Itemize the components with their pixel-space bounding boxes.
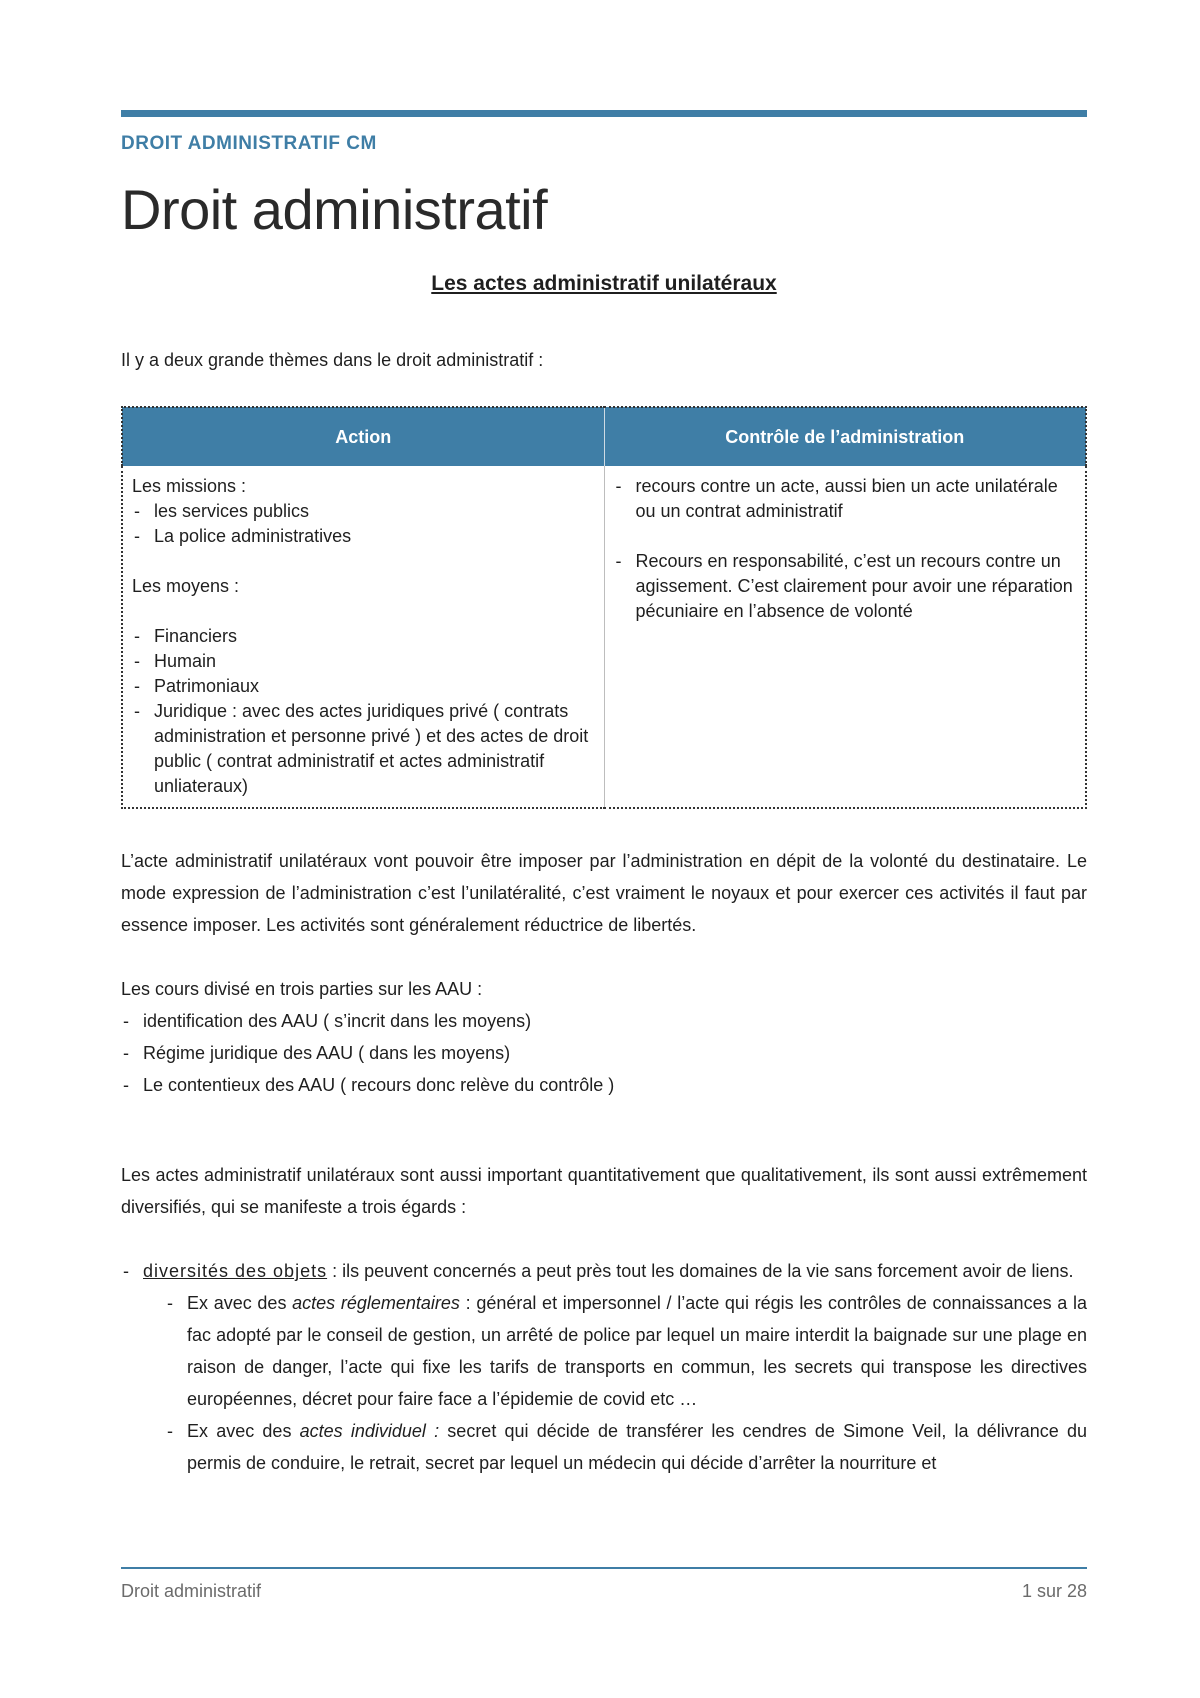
- example-term: actes individuel :: [299, 1421, 440, 1441]
- header-rule: [121, 110, 1087, 117]
- diversity-text: : ils peuvent concernés a peut près tout les domaines de la vie sans forcement avoir de liens.: [327, 1261, 1074, 1281]
- section-title: Les actes administratif unilatéraux: [431, 272, 777, 295]
- parts-list: [121, 1005, 1087, 1101]
- list-item: - Régime juridique des AAU ( dans les moyens): [121, 1037, 1087, 1069]
- example-prefix: Ex avec des: [187, 1293, 293, 1313]
- diversity-sub-list: [143, 1287, 1087, 1479]
- footer-rule: [121, 1567, 1087, 1569]
- intro-paragraph: Il y a deux grande thèmes dans le droit administratif :: [121, 350, 544, 370]
- themes-table: [121, 406, 1087, 809]
- page-footer: [121, 1567, 1087, 1602]
- moyens-list: [132, 624, 596, 799]
- list-item: - Patrimoniaux: [132, 674, 596, 699]
- paragraph-aau-definition: L’acte administratif unilatéraux vont pouvoir être imposer par l’administration en dépit de la volonté du destinataire. Le mode expression de l’administration c’est l’unilatéralité, c’est vraiment le noyaux et pour exercer ces activités il faut par essence imposer. Les activités sont généralement réductrice de libertés.: [121, 851, 1087, 935]
- footer-title: Droit administratif: [121, 1581, 262, 1601]
- list-item: - Financiers: [132, 624, 596, 649]
- list-item: [121, 1255, 1087, 1479]
- missions-list: [132, 499, 596, 549]
- paragraph-diversity: Les actes administratif unilatéraux sont aussi important quantitativement que qualitativement, ils sont aussi extrêmement diversifiés, qui se manifeste a trois égards :: [121, 1165, 1087, 1217]
- list-item: - identification des AAU ( s’incrit dans les moyens): [121, 1005, 1087, 1037]
- list-item: - Le contentieux des AAU ( recours donc relève du contrôle ): [121, 1069, 1087, 1101]
- list-item: - les services publics: [132, 499, 596, 524]
- example-text: : général et impersonnel / l’acte qui régis les contrôles de connaissances a la fac adopté par le conseil de gestion, un arrêté de police par lequel un maire interdit la baignade sur une plage en raison de danger, l’acte qui fixe les tarifs de transports en commun, les secrets qui transpose les directives européennes, décret pour faire face a l’épidemie de covid etc …: [187, 1293, 1087, 1409]
- example-term: actes réglementaires: [292, 1293, 460, 1313]
- list-item: [143, 1415, 1087, 1479]
- missions-label: Les missions :: [132, 476, 247, 496]
- table-header-controle: Contrôle de l’administration: [604, 407, 1086, 466]
- table-cell-action: [122, 466, 604, 808]
- moyens-label: Les moyens :: [132, 576, 240, 596]
- diversity-term: diversités des objets: [143, 1261, 328, 1281]
- list-item: - Humain: [132, 649, 596, 674]
- parts-intro: Les cours divisé en trois parties sur les AAU :: [121, 979, 483, 999]
- controle-list: [614, 474, 1078, 524]
- document-kicker: DROIT ADMINISTRATIF CM: [121, 133, 377, 154]
- list-item: - La police administratives: [132, 524, 596, 549]
- document-title: Droit administratif: [121, 178, 548, 241]
- list-item: - recours contre un acte, aussi bien un acte unilatérale ou un contrat administratif: [614, 474, 1078, 524]
- list-item: - Juridique : avec des actes juridiques privé ( contrats administration et personne privé ) et des actes de droit public ( contrat administratif et actes administratif unliateraux): [132, 699, 596, 799]
- table-header-action: Action: [122, 407, 604, 466]
- controle-list-2: [614, 549, 1078, 624]
- diversity-list: [121, 1255, 1087, 1479]
- list-item: [143, 1287, 1087, 1415]
- table-cell-controle: [604, 466, 1086, 808]
- page-number: 1 sur 28: [1021, 1581, 1087, 1601]
- list-item: - Recours en responsabilité, c’est un recours contre un agissement. C’est clairement pour avoir une réparation pécuniaire en l’absence de volonté: [614, 549, 1078, 624]
- page-content: [121, 110, 1087, 1479]
- example-prefix: Ex avec des: [187, 1421, 300, 1441]
- example-text: secret qui décide de transférer les cendres de Simone Veil, la délivrance du permis de conduire, le retrait, secret par lequel un médecin qui décide d’arrêter la nourriture et: [187, 1421, 1087, 1473]
